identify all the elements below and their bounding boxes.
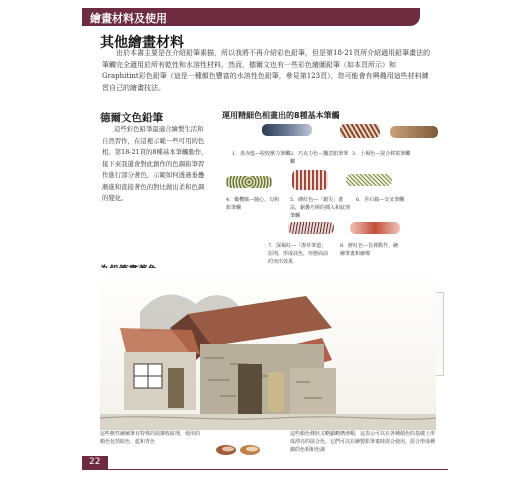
stroke-label-2: 2．巧克力色—飄忽鉛筆筆觸 [290,151,349,165]
stroke-swatch-6 [346,174,392,186]
page-number-tab [82,456,108,470]
stroke-label-6: 6．苔石綠—交叉筆觸 [356,197,405,203]
chapter-title: 繪畫材料及使用 [90,12,167,25]
stroke-swatch-2 [340,124,380,138]
stroke-swatch-7 [288,222,334,234]
stroke-swatch-3 [390,126,438,138]
derwent-paragraph: 這些彩色鉛筆最適合繪製生活和自然習作，在這裡示範一些可用的色相。第18-21頁的8種基本筆觸動作，接下來我還會對此創作的色調鉛筆習作進行部分著色，示範如何透過垂疊漸進和直接著色的對比做出柔和色調的變化。 [102,125,208,202]
footer-rule [108,469,448,470]
stroke-label-1: 1．墨赤藍—收收壓力筆觸 [232,151,291,157]
intro-paragraph: 由於本書主要是在介紹鉛筆素描，所以我將不再介紹彩色鉛筆，但是第18-21頁所介紹適用鉛筆畫法的筆觸完全適用於所有乾性和水溶性材料，然而，德爾文也有一些彩色繪圖鉛筆（如本頁所示）和Graphitint彩色鉛筆（這是一種顏色豐富的水溶性色鉛筆，參見第123頁），您可能會有興趣用這些材料練習自己的繪畫技法。 [102,49,431,92]
chapter-tab [82,8,420,26]
stroke-label-8: 8．鮮紅色—旨彈動作，繪繪筆畫和繪聲 [340,243,399,257]
derwent-heading: 德爾文色鉛筆 [100,112,163,124]
stroke-swatch-5 [292,170,328,190]
stroke-label-7: 7．深褐紅—「潦草筆道」原則，形成底色，形態面前的突出效果 [268,243,329,265]
page-number: 22 [89,457,101,467]
strokes-heading: 運用精細色相畫出的8種基本筆觸 [222,111,340,120]
stroke-label-5: 5．磚紅色—「鋸尖」畫法，鋸疊巧斯的插入和紋理筆觸 [290,197,351,219]
stroke-swatch-1 [262,124,312,136]
cottage-illustration [100,268,436,430]
caption-right: 這些顏色條狀又略顯略擠滑順，這表示可以在各種顏色的基礎上形成漂亮的混合色，它們可以在繪製鉛筆畫時混合使用，混合形成種細的色相和色調 [290,431,436,453]
stroke-swatch-4 [226,176,272,188]
stroke-label-3: 3．土褐色—混合移寫筆觸 [352,151,411,157]
pencil-sticks-illustration [214,440,264,460]
other-materials-heading: 其他繪畫材料 [100,35,184,51]
caption-left: 這些軟性繪圖筆有特殊的混雜收紋理，使用的顏色包括暗色、藍和青色 [100,431,201,445]
stroke-label-4: 4．橄欖綠—隨心，勾和鉛筆觸 [226,197,280,211]
stroke-swatch-8 [350,222,400,234]
